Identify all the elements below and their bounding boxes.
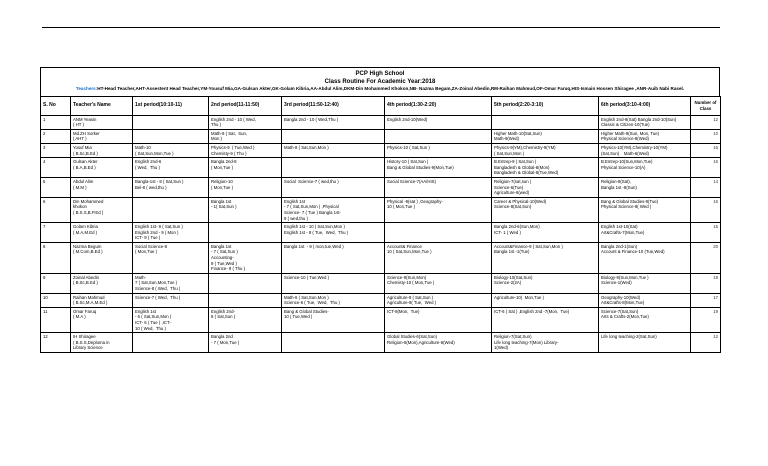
cell-line: Account&Finance-9 ( Sat,Sun,Mon ) xyxy=(494,243,563,249)
cell-line: Life long teaching-7(Mon) Library- xyxy=(494,339,559,345)
period-3-cell xyxy=(282,129,385,143)
cell-line: English 1st xyxy=(135,308,157,314)
cell-line: English 2nd - 9 ( Mon ) xyxy=(135,229,179,235)
cell-line: English 1st - 10 ( Sat,Sun,Mon ) xyxy=(284,224,345,230)
cell-line: Classic & Citizen-10(Tue) xyxy=(601,122,650,128)
cell-line: Thu ) xyxy=(211,122,222,128)
cell-line: Mon ) xyxy=(211,136,222,142)
header-period-1: 1st period(10:10-11) xyxy=(133,96,209,115)
period-2-cell xyxy=(209,158,282,178)
cell-line: 1(Wed) xyxy=(494,345,509,351)
cell-line: ( B.S.S,Deploma in xyxy=(73,339,110,345)
school-name: PCP High School xyxy=(355,71,405,77)
teacher-name-cell xyxy=(71,223,133,243)
cell-line: Bangla 2nd-1(Sun) xyxy=(601,243,638,249)
period-6-cell xyxy=(599,223,691,243)
cell-line: ( HT ) xyxy=(73,122,84,128)
cell-line: khokon xyxy=(73,204,87,210)
cell-line: Social Science-8 xyxy=(135,243,168,249)
cell-line: ( M.Com,B.Ed ) xyxy=(73,249,103,255)
cell-line: Physics-10(YM),Chemistry-10(YM) xyxy=(601,144,668,150)
period-1-cell xyxy=(133,333,209,353)
table-header-row xyxy=(41,96,721,115)
cell-line: Accounting- xyxy=(211,255,234,261)
cell-line: ICT- 1 ( Wed ) xyxy=(494,229,521,235)
class-count-cell: 16 xyxy=(691,197,721,222)
cell-line: 8 ( Sat,Sun ) xyxy=(211,314,236,320)
class-count-cell: 12 xyxy=(691,333,721,353)
routine-title-block xyxy=(40,67,720,96)
period-5-cell xyxy=(492,293,599,307)
period-4-cell xyxy=(385,242,492,273)
cell-line: ( B.Sc,B.Ed ) xyxy=(73,280,98,286)
cell-line: Math-6 ( Sat,Sun,Mon ) xyxy=(284,294,329,300)
cell-line: Math-9(Wed) xyxy=(494,136,519,142)
cell-line: Agriculture-8 ( Sat,Sun ) xyxy=(387,294,434,300)
cell-line: Bangla 2nd - 10 ( Wed,Thu ) xyxy=(284,116,339,122)
cell-line: Gulsan Akter xyxy=(73,159,98,165)
period-2-cell xyxy=(209,115,282,129)
cell-line: Geography-10(Wed) xyxy=(601,294,641,300)
cell-line: Nazma Begum xyxy=(73,243,102,249)
routine-table xyxy=(40,96,721,353)
cell-line: - 7 ( Sat,Sun,Mon ) ,Physical xyxy=(284,204,339,210)
period-1-cell xyxy=(133,197,209,222)
table-row xyxy=(41,307,721,332)
sno-cell: 5 xyxy=(41,177,71,197)
cell-line: ICT-8(Mon, Tue) xyxy=(387,308,420,314)
teachers-legend-text: HT-Head Teacher,AHT-Assestent Head Teacher,YM-Yousuf Mia,GA-Gulsan Akter,GK-Golam Kibria,AA-Abdul Alim,DKM-Din Mohammed Khokon,NB- Nazma Begam,ZA-Zoinal Abedin,RM-Raihan Mahmud,OF-Omar Faruq,HIS-Ismain Hossen Shiragee ,ANR-Auib Nabi Rasel. xyxy=(97,86,685,91)
cell-line: Science-7 ( Wed, Thu ) xyxy=(135,294,181,300)
class-count-cell: 17 xyxy=(691,293,721,307)
cell-line: Religion-7(sat,sun ) xyxy=(494,178,532,184)
period-5-cell xyxy=(492,177,599,197)
teacher-name-cell xyxy=(71,273,133,293)
cell-line: Art&Crafts-8(Mon,Tue) xyxy=(601,300,645,306)
cell-line: ( Mon,Tue ) xyxy=(135,249,158,255)
cell-line: ICT- 6 ( Tue ) ,ICT- xyxy=(135,320,171,325)
cell-line: Bangladesh & Global-8(Tue,Wed) xyxy=(494,170,559,176)
table-row xyxy=(41,333,721,353)
period-2-cell xyxy=(209,293,282,307)
cell-line: Science-2(2A) xyxy=(494,280,522,286)
period-6-cell xyxy=(599,307,691,332)
cell-line: Bang & Global Studies-9(Mon,Tue) xyxy=(387,164,454,170)
table-row xyxy=(41,273,721,293)
teacher-name-cell xyxy=(71,143,133,157)
cell-line: Social Science-7(AA/HIS) xyxy=(387,178,436,184)
cell-line: Raihan Mahmud xyxy=(73,294,105,300)
cell-line: Arts & Crafts-2(Mon,Tue) xyxy=(601,314,649,320)
cell-line: Zoinal Abedin xyxy=(73,274,100,280)
cell-line: Bangla 2nd-8 xyxy=(211,159,237,165)
cell-line: Biology-10(Sat,Sun) xyxy=(494,274,533,280)
cell-line: ( Wed, Thu ) xyxy=(135,164,160,170)
period-6-cell xyxy=(599,273,691,293)
cell-line: Science-9(Sun,Mon) xyxy=(387,274,427,280)
period-4-cell xyxy=(385,129,492,143)
cell-line: Science- 7 ( Tue ) Bangla 1st- xyxy=(284,209,341,215)
period-4-cell xyxy=(385,293,492,307)
table-row xyxy=(41,223,721,243)
cell-line: Higher Math-10(Sat,Sun) xyxy=(494,130,542,136)
cell-line: Math- xyxy=(135,274,146,280)
sno-cell: 1 xyxy=(41,115,71,129)
period-2-cell xyxy=(209,333,282,353)
cell-line: Physics-9 ( Tue,Wed ) xyxy=(211,144,255,150)
period-4-cell xyxy=(385,115,492,129)
routine-title: Class Routine For Academic Year:2018 xyxy=(324,79,436,85)
teacher-name-cell xyxy=(71,242,133,273)
sno-cell: 4 xyxy=(41,158,71,178)
header-period-6: 6th period(3:10-4:00) xyxy=(599,96,691,115)
header-number-of-class: Number of Class xyxy=(691,96,721,115)
table-row xyxy=(41,242,721,273)
teachers-legend-label: Teachers: xyxy=(75,86,98,91)
period-1-cell xyxy=(133,273,209,293)
period-4-cell xyxy=(385,197,492,222)
period-6-cell xyxy=(599,242,691,273)
teacher-name-cell xyxy=(71,115,133,129)
cell-line: English 2nd-6 xyxy=(135,159,162,165)
period-3-cell xyxy=(282,242,385,273)
teacher-name-cell xyxy=(71,197,133,222)
cell-line: 10 ( Sat,Sun,Mon,Tue ) xyxy=(387,249,432,255)
cell-line: ( B.Sc,M.A,M.Ed ) xyxy=(73,300,108,306)
cell-line: Social Science-7 ( wed,thu ) xyxy=(284,178,339,184)
period-4-cell xyxy=(385,143,492,157)
sno-cell: 2 xyxy=(41,129,71,143)
sno-cell: 6 xyxy=(41,197,71,222)
sno-cell: 7 xyxy=(41,223,71,243)
period-6-cell xyxy=(599,177,691,197)
cell-line: Physical Science-8(Wed) xyxy=(601,136,649,142)
period-2-cell xyxy=(209,273,282,293)
period-5-cell xyxy=(492,273,599,293)
cell-line: 7 ( Sat,Sun,Mon,Tue ) xyxy=(135,280,178,286)
period-1-cell xyxy=(133,242,209,273)
cell-line: Religion-7(Sat,Sun) xyxy=(494,334,532,340)
cell-line: ( AHT ) xyxy=(73,136,87,142)
cell-line: Science-10 ( Tue,Wed ) xyxy=(284,274,330,280)
cell-line: History-10 ( Sat,Sun ) xyxy=(387,159,429,165)
cell-line: English 1st xyxy=(284,198,306,204)
cell-line: Bang & Global Studies-9(Tue) xyxy=(601,198,659,204)
sno-cell: 11 xyxy=(41,307,71,332)
period-5-cell xyxy=(492,223,599,243)
cell-line: Golam Kibria xyxy=(73,224,98,230)
cell-line: - 6 ( Sat,Sun,Mon ) xyxy=(135,314,172,320)
cell-line: Bangladesh & Global-8(Mon) xyxy=(494,164,550,170)
teacher-name-cell xyxy=(71,307,133,332)
cell-line: Abdul Alim xyxy=(73,178,94,184)
routine-sheet xyxy=(40,67,720,466)
cell-line: IH Shiragee xyxy=(73,334,96,340)
table-body xyxy=(41,115,721,352)
period-3-cell xyxy=(282,333,385,353)
period-1-cell xyxy=(133,115,209,129)
period-3-cell xyxy=(282,223,385,243)
cell-line: Omar Faruq xyxy=(73,308,97,314)
period-6-cell xyxy=(599,197,691,222)
cell-line: Career & Physical-10(Wed) xyxy=(494,198,547,204)
cell-line: English 1st-10(Sat) xyxy=(601,224,638,230)
cell-line: Math-8 ( Sat,Sun,Mon ) xyxy=(284,144,329,150)
period-6-cell xyxy=(599,115,691,129)
teacher-name-cell xyxy=(71,129,133,143)
cell-line: Bangla 2nd-6(Sun,Mon) xyxy=(494,224,540,230)
period-3-cell xyxy=(282,197,385,222)
table-row xyxy=(41,177,721,197)
period-2-cell xyxy=(209,129,282,143)
cell-line: Science-8 ( Wed, Thu ) xyxy=(135,286,181,292)
period-3-cell xyxy=(282,115,385,129)
period-1-cell xyxy=(133,307,209,332)
cell-line: B.Entrep-10(Sun,Mon,Tue) xyxy=(601,159,653,165)
class-count-cell: 14 xyxy=(691,177,721,197)
class-count-cell: 15 xyxy=(691,223,721,243)
cell-line: Biology-9(Sun,Mon,Tue ) xyxy=(601,274,649,280)
period-5-cell xyxy=(492,307,599,332)
period-2-cell xyxy=(209,197,282,222)
cell-line: Account& Finance xyxy=(387,243,422,249)
period-3-cell xyxy=(282,177,385,197)
cell-line: Bangla-1st - 8 ( Sat,Sun ) xyxy=(135,178,184,184)
cell-line: Religion-8(Sat), xyxy=(601,178,631,184)
period-4-cell xyxy=(385,307,492,332)
cell-line: Din Mohammed xyxy=(73,198,104,204)
cell-line: English 1st- 9 ( Sat,Sun ) xyxy=(135,224,183,230)
period-3-cell xyxy=(282,293,385,307)
teacher-name-cell xyxy=(71,293,133,307)
period-5-cell xyxy=(492,333,599,353)
period-5-cell xyxy=(492,143,599,157)
cell-line: Account & Finance-10 (Tue,Wed) xyxy=(601,249,665,255)
sno-cell: 8 xyxy=(41,242,71,273)
cell-line: ( Mon,Tue ) xyxy=(211,164,234,170)
period-3-cell xyxy=(282,158,385,178)
sno-cell: 9 xyxy=(41,273,71,293)
period-1-cell xyxy=(133,177,209,197)
cell-line: Science-7(Sat,Sun) xyxy=(601,308,639,314)
cell-line: ( M.A,M.Ed ) xyxy=(73,229,98,235)
table-row xyxy=(41,143,721,157)
cell-line: Physics-9(YM),Chemistry-9(YM) xyxy=(494,144,556,150)
header-period-5: 5th period(2:20-3:10) xyxy=(492,96,599,115)
cell-line: Agriculture-9( Tue, Wed ) xyxy=(387,300,437,306)
table-row xyxy=(41,158,721,178)
sno-cell: 10 xyxy=(41,293,71,307)
period-6-cell xyxy=(599,143,691,157)
cell-line: Physical Science-8( Wed ) xyxy=(601,204,652,210)
cell-line: Math-10 xyxy=(135,144,151,150)
cell-line: ( B.A,B.Ed ) xyxy=(73,164,96,170)
cell-line: 9 ( wed,thu ) xyxy=(284,215,308,221)
period-2-cell xyxy=(209,307,282,332)
period-5-cell xyxy=(492,242,599,273)
cell-line: Science-6 ( Tue, Wed, Thu ) xyxy=(284,300,340,306)
cell-line: ( Sat,Sun,Mon ) xyxy=(494,150,525,156)
cell-line: 9 ( Tue,Wed ) xyxy=(211,260,237,266)
period-1-cell xyxy=(133,129,209,143)
cell-line: ANM Yeasin xyxy=(73,116,97,122)
period-4-cell xyxy=(385,223,492,243)
cell-line: ICT- 9 ( Tue ) xyxy=(135,235,161,241)
header-period-3: 3rd period(11:50-12:40) xyxy=(282,96,385,115)
cell-line: English 2nd - 10 ( Wed, xyxy=(211,116,256,122)
teacher-name-cell xyxy=(71,333,133,353)
class-count-cell: 12 xyxy=(691,115,721,129)
class-count-cell: 20 xyxy=(691,242,721,273)
period-5-cell xyxy=(492,129,599,143)
cell-line: ( Sat,Sun,Mon,Tue ) xyxy=(135,150,174,156)
sno-cell: 3 xyxy=(41,143,71,157)
cell-line: English 1st - 8 ( Tue, Wed, Thu ) xyxy=(284,229,349,235)
table-row xyxy=(41,293,721,307)
cell-line: English 2nd- xyxy=(211,308,235,314)
period-4-cell xyxy=(385,333,492,353)
cell-line: Religion-10 xyxy=(211,178,233,184)
cell-line: Physics-10 ( Sat,Sun ) xyxy=(387,144,430,150)
cell-line: Higher Math-9(Sun, Mon, Tue) xyxy=(601,130,660,136)
cell-line: B.Entrep-9 ( Sat,Sun ) xyxy=(494,159,537,165)
cell-line: - 7 ( Mon,Tue ) xyxy=(211,339,240,345)
period-6-cell xyxy=(599,293,691,307)
cell-line: Bangla 1st -1(Tue) xyxy=(494,249,530,255)
cell-line: Bangla 1st xyxy=(211,243,232,249)
period-1-cell xyxy=(133,223,209,243)
cell-line: Science-8(Sat,Sun) xyxy=(494,204,532,210)
cell-line: Science-1(Wed) xyxy=(601,280,632,286)
cell-line: Finance- 9 ( Thu ) xyxy=(211,266,246,272)
cell-line: Library Science xyxy=(73,345,103,351)
cell-line: Agriculture-10( Mon,Tue ) xyxy=(494,294,544,300)
cell-line: Life long teaching-2(Sat,Sun) xyxy=(601,334,657,340)
cell-line: Religion-6(Mon),Agriculture-6(Wed) xyxy=(387,339,455,345)
period-4-cell xyxy=(385,158,492,178)
cell-line: Global Studies-6(Sat,Sun) xyxy=(387,334,437,340)
cell-line: Chemisty-9 ( Thu ) xyxy=(211,150,247,156)
cell-line: 10 ( Wed, Thu ) xyxy=(135,325,166,331)
cell-line: ( B.Sc,B.Ed ) xyxy=(73,150,98,156)
cell-line: 10 ( Tue,Wed ) xyxy=(284,314,313,320)
cell-line: - 7 ( Sat,Sun ) xyxy=(211,249,238,255)
cell-line: English 2nd-10(Wed) xyxy=(387,116,428,122)
table-row xyxy=(41,115,721,129)
teacher-name-cell xyxy=(71,177,133,197)
period-2-cell xyxy=(209,143,282,157)
cell-line: ICT-6 ( Sat ) ,English 2nd -7(Mon, Tue) xyxy=(494,308,570,314)
period-6-cell xyxy=(599,158,691,178)
period-1-cell xyxy=(133,293,209,307)
header-teacher-name: Teacher's Name xyxy=(71,96,133,115)
cell-line: - 1( Sat,Sun ) xyxy=(211,204,237,210)
cell-line: 10 ( Mon,Tue ) xyxy=(387,204,416,210)
period-2-cell xyxy=(209,177,282,197)
cell-line: Bangla 2nd xyxy=(211,334,233,340)
period-5-cell xyxy=(492,115,599,129)
cell-line: Bang & Global Studies- xyxy=(284,308,329,314)
cell-line: ( Mon,Tue ) xyxy=(211,184,234,190)
cell-line: Md.ZH Sorker xyxy=(73,130,100,136)
period-1-cell xyxy=(133,143,209,157)
period-3-cell xyxy=(282,307,385,332)
period-6-cell xyxy=(599,129,691,143)
cell-line: ( M.A ) xyxy=(73,314,86,320)
cell-line: Bangla 1st - 9 ( mon,tue,Wed ) xyxy=(284,243,344,249)
cell-line: Math-9 ( Sat, Sun, xyxy=(211,130,248,136)
class-count-cell: 10 xyxy=(691,129,721,143)
cell-line: Art&Crafts-7(Mon,Tue) xyxy=(601,229,645,235)
table-row xyxy=(41,129,721,143)
cell-line: ( M.M ) xyxy=(73,184,87,190)
page-top-rule xyxy=(42,27,720,28)
class-count-cell: 19 xyxy=(691,273,721,293)
cell-line: Chemisty-10 ( Mon,Tue ) xyxy=(387,280,435,286)
period-2-cell xyxy=(209,223,282,243)
period-4-cell xyxy=(385,177,492,197)
period-1-cell xyxy=(133,158,209,178)
header-period-2: 2nd period(11-11:50) xyxy=(209,96,282,115)
header-period-4: 4th period(1:30-2:20) xyxy=(385,96,492,115)
cell-line: Bangla 1st xyxy=(211,198,232,204)
period-4-cell xyxy=(385,273,492,293)
teachers-legend xyxy=(45,86,715,93)
period-6-cell xyxy=(599,333,691,353)
period-3-cell xyxy=(282,143,385,157)
period-2-cell xyxy=(209,242,282,273)
cell-line: Agriculture-6(wed) xyxy=(494,190,530,196)
cell-line: ( B.S.S,B.P.Ed ) xyxy=(73,209,104,215)
period-3-cell xyxy=(282,273,385,293)
cell-line: Physical Science-10(A) xyxy=(601,164,646,170)
class-count-cell: 19 xyxy=(691,307,721,332)
cell-line: Physical -9(sat ) ,Geography- xyxy=(387,198,443,204)
header-sno: S. No xyxy=(41,96,71,115)
period-5-cell xyxy=(492,158,599,178)
cell-line: Bangla 1st -8(Sun) xyxy=(601,184,637,190)
cell-line: Yosuf Mia xyxy=(73,144,92,150)
cell-line: Science-6(Tue) xyxy=(494,184,524,190)
sno-cell: 12 xyxy=(41,333,71,353)
table-row xyxy=(41,197,721,222)
cell-line: (Sat,Sun) Math-6(Wed) xyxy=(601,150,649,156)
period-5-cell xyxy=(492,197,599,222)
teacher-name-cell xyxy=(71,158,133,178)
cell-line: Bel-8 ( wed,thu ) xyxy=(135,184,167,190)
class-count-cell: 16 xyxy=(691,143,721,157)
class-count-cell: 16 xyxy=(691,158,721,178)
cell-line: English 2nd-9(Sat) Bangla 2nd-10(Sun) xyxy=(601,116,677,122)
